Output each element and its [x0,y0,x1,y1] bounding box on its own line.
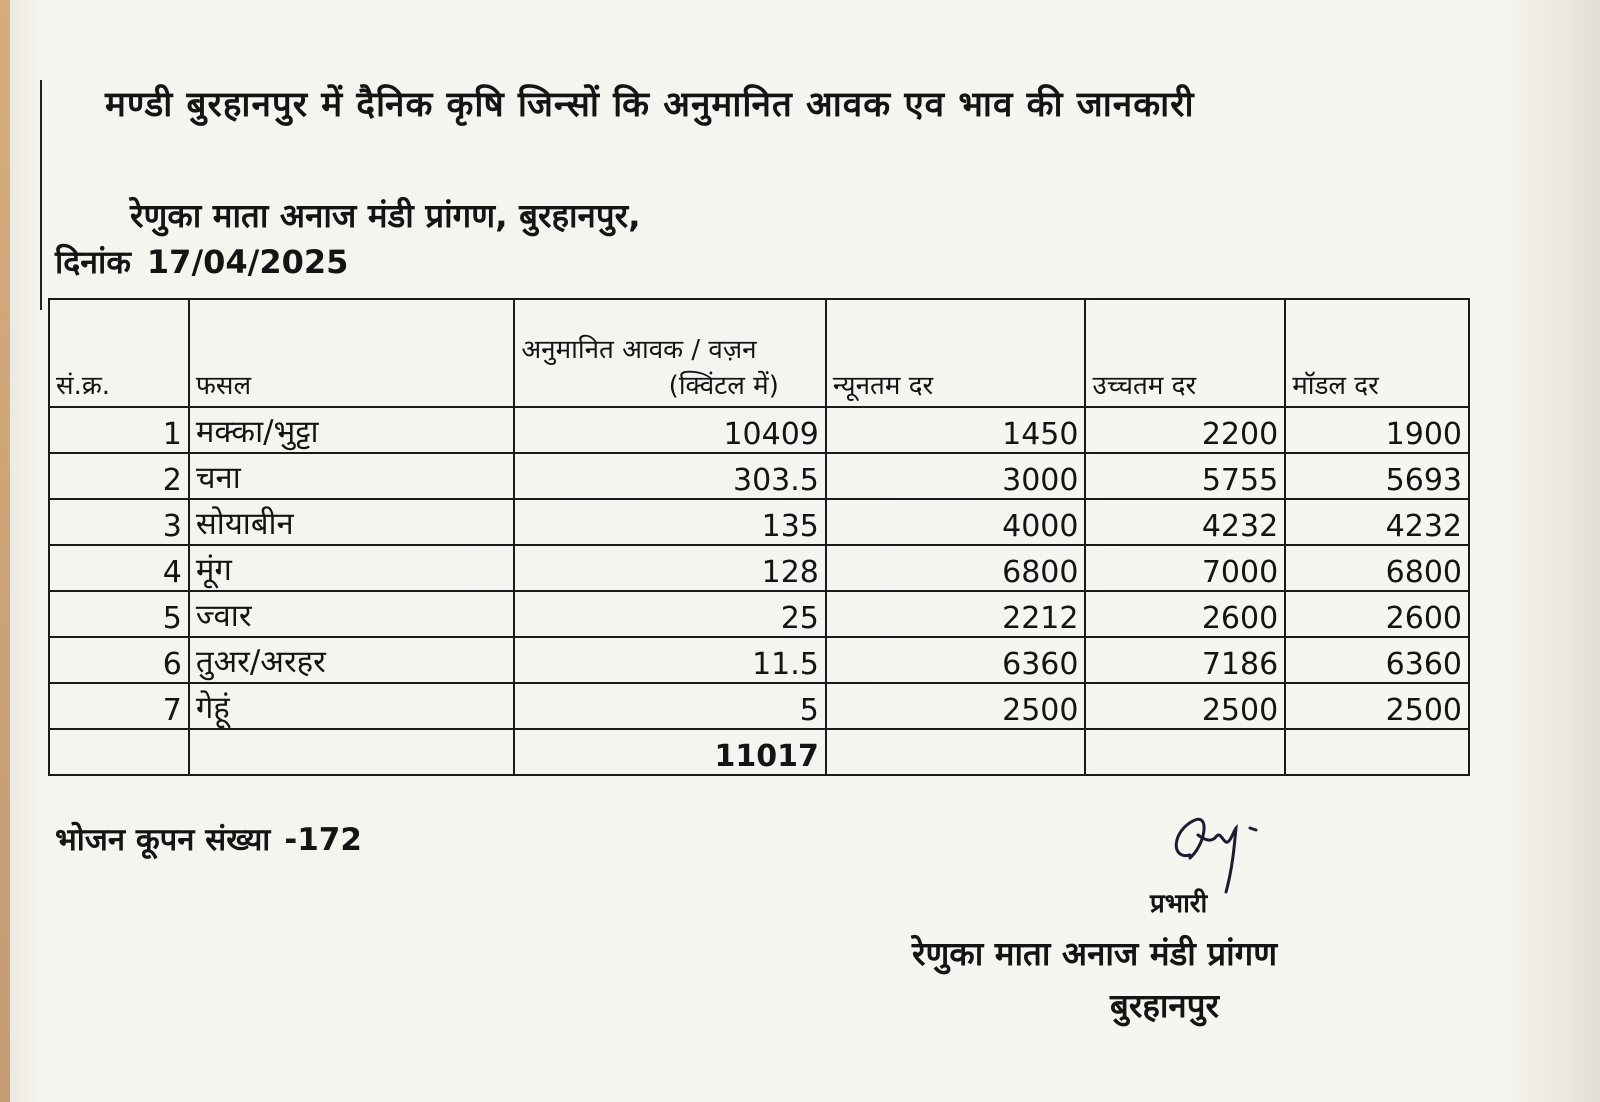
date-line [55,240,348,283]
cell-quantity: 135 [514,499,826,545]
market-name: रेणुका माता अनाज मंडी प्रांगण, बुरहानपुर, [130,196,641,235]
rates-table [48,298,1470,776]
cell-min-rate: 2500 [826,683,1086,729]
cell-modal-rate: 6800 [1285,545,1469,591]
cell-serial: 5 [49,591,189,637]
cell-max-rate: 4232 [1085,499,1285,545]
document-title: मण्डी बुरहानपुर में दैनिक कृषि जिन्सों कि अनुमानित आवक एव भाव की जानकारी [105,85,1195,125]
table-row [49,545,1469,591]
header-quantity [514,299,826,407]
cell-crop: सोयाबीन [189,499,514,545]
page-edge-strip [0,0,10,1102]
cell-max-rate: 2600 [1085,591,1285,637]
cell-quantity: 128 [514,545,826,591]
header-crop: फसल [189,299,514,407]
cell-modal-rate: 2500 [1285,683,1469,729]
cell-serial: 2 [49,453,189,499]
table-row [49,591,1469,637]
cell-modal-rate: 2600 [1285,591,1469,637]
cell-max-rate: 7000 [1085,545,1285,591]
coupon-line [55,818,362,860]
left-border-line [40,80,42,310]
cell-quantity: 303.5 [514,453,826,499]
cell-serial: 3 [49,499,189,545]
cell-crop: मक्का/भुट्टा [189,407,514,453]
cell-serial: 6 [49,637,189,683]
table-row [49,637,1469,683]
cell-quantity: 25 [514,591,826,637]
total-empty-modal [1285,729,1469,775]
cell-crop: ज्वार [189,591,514,637]
cell-crop: चना [189,453,514,499]
total-empty-crop [189,729,514,775]
cell-serial: 4 [49,545,189,591]
cell-max-rate: 7186 [1085,637,1285,683]
table-body [49,407,1469,729]
cell-modal-rate: 6360 [1285,637,1469,683]
cell-serial: 7 [49,683,189,729]
header-modal-rate: मॉडल दर [1285,299,1469,407]
table-row [49,453,1469,499]
cell-quantity: 10409 [514,407,826,453]
signatory-role: प्रभारी [1150,889,1208,919]
cell-serial: 1 [49,407,189,453]
header-min-rate: न्यूनतम दर [826,299,1086,407]
cell-crop: गेहूं [189,683,514,729]
header-serial: सं.क्र. [49,299,189,407]
cell-crop: मूंग [189,545,514,591]
cell-min-rate: 2212 [826,591,1086,637]
total-empty-max [1085,729,1285,775]
cell-min-rate: 1450 [826,407,1086,453]
cell-modal-rate: 1900 [1285,407,1469,453]
coupon-value: -172 [284,822,362,858]
cell-min-rate: 6800 [826,545,1086,591]
coupon-label: भोजन कूपन संख्या [55,822,271,858]
cell-max-rate: 2200 [1085,407,1285,453]
office-name: रेणुका माता अनाज मंडी प्रांगण [912,934,1278,973]
cell-quantity: 5 [514,683,826,729]
cell-min-rate: 6360 [826,637,1086,683]
table-total-row [49,729,1469,775]
total-quantity: 11017 [514,729,826,775]
header-max-rate: उच्चतम दर [1085,299,1285,407]
table-header-row [49,299,1469,407]
table-row [49,407,1469,453]
cell-crop: तुअर/अरहर [189,637,514,683]
cell-quantity: 11.5 [514,637,826,683]
total-empty-min [826,729,1086,775]
cell-modal-rate: 5693 [1285,453,1469,499]
cell-min-rate: 3000 [826,453,1086,499]
cell-max-rate: 5755 [1085,453,1285,499]
table-row [49,683,1469,729]
table-row [49,499,1469,545]
date-label: दिनांक [55,243,131,281]
header-quantity-label: अनुमानित आवक / वज़न [521,335,757,365]
cell-min-rate: 4000 [826,499,1086,545]
header-quantity-unit: (क्विंटल में) [668,371,779,401]
total-empty-serial [49,729,189,775]
office-city: बुरहानपुर [1110,986,1219,1025]
cell-max-rate: 2500 [1085,683,1285,729]
cell-modal-rate: 4232 [1285,499,1469,545]
date-value: 17/04/2025 [146,243,349,281]
